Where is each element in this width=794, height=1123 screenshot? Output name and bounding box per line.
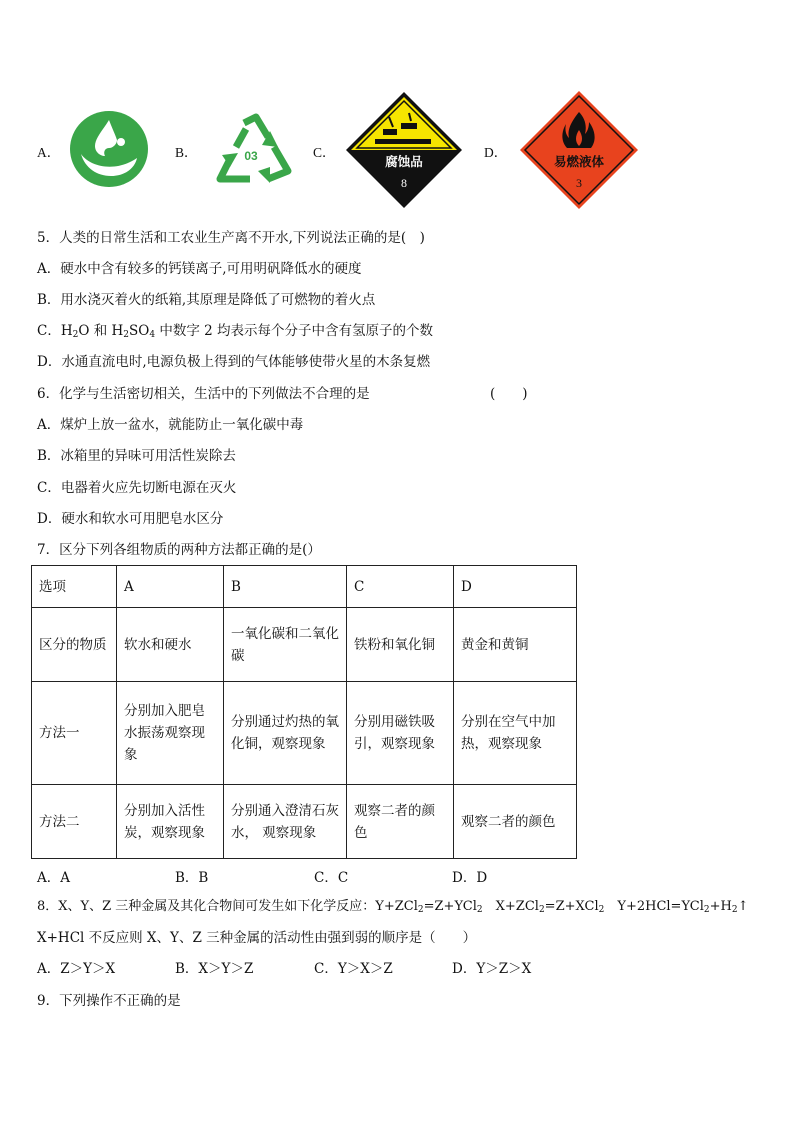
option-label-d: D． <box>484 145 508 160</box>
table-cell: 观察二者的颜色 <box>454 785 577 859</box>
option-label-c: C． <box>313 145 336 160</box>
table-cell: 分别通过灼热的氧化铜，观察现象 <box>224 682 347 785</box>
q7-comparison-table <box>31 565 577 859</box>
q7-answer-c: C．C <box>314 870 349 886</box>
table-cell: 分别加入活性炭，观察现象 <box>117 785 224 859</box>
q6-option-b: B．冰箱里的异味可用活性炭除去 <box>37 448 236 464</box>
q5-option-a: A．硬水中含有较多的钙镁离子,可用明矾降低水的硬度 <box>37 261 362 277</box>
table-cell: 分别加入肥皂水振荡观察现象 <box>117 682 224 785</box>
table-cell: 方法一 <box>32 682 117 785</box>
q5-option-c: C．$H_2O$ 和 $H_2SO_4$ 中数字 2 均表示每个分子中含有氢原子的个数 <box>37 323 434 340</box>
table-cell: 方法二 <box>32 785 117 859</box>
table-cell: 选项 <box>32 566 117 608</box>
table-cell: D <box>454 566 577 608</box>
q8-answer-a: A．Z＞Y＞X <box>37 961 116 977</box>
flammable-class-number: 3 <box>576 176 582 190</box>
q6-answer-paren: ( ) <box>490 386 528 402</box>
q6-option-a: A．煤炉上放一盆水，就能防止一氧化碳中毒 <box>37 417 304 433</box>
q7-stem: 7．区分下列各组物质的两种方法都正确的是(） <box>37 542 321 558</box>
table-cell: B <box>224 566 347 608</box>
q6-option-c: C．电器着火应先切断电源在灭火 <box>37 480 237 496</box>
corrosive-class-number: 8 <box>401 176 407 190</box>
flammable-label: 易燃液体 <box>553 154 605 169</box>
table-cell: 区分的物质 <box>32 608 117 682</box>
q8-answer-b: B．X＞Y＞Z <box>175 961 254 977</box>
corrosive-label: 腐蚀品 <box>385 154 423 169</box>
q7-answer-a: A．A <box>37 870 70 886</box>
q5-option-d: D．水通直流电时,电源负极上得到的气体能够使带火星的木条复燃 <box>37 354 431 370</box>
table-cell: 分别通入澄清石灰水， 观察现象 <box>224 785 347 859</box>
flammable-liquid-sign-icon <box>519 90 639 210</box>
recycling-code: 03 <box>244 149 258 163</box>
table-cell: 分别用磁铁吸引，观察现象 <box>347 682 454 785</box>
q7-answer-d: D．D <box>452 870 488 886</box>
q6-stem: 6．化学与生活密切相关，生活中的下列做法不合理的是 <box>37 386 370 402</box>
recycling-icon <box>208 109 296 187</box>
q5-option-b: B．用水浇灭着火的纸箱,其原理是降低了可燃物的着火点 <box>37 292 376 308</box>
table-row <box>32 785 577 859</box>
q5-stem: 5．人类的日常生活和工农业生产离不开水,下列说法正确的是( ) <box>37 230 425 246</box>
corrosive-sign-icon <box>345 91 463 209</box>
q8-answer-d: D．Y＞Z＞X <box>452 961 532 977</box>
table-cell: 一氧化碳和二氧化碳 <box>224 608 347 682</box>
table-cell: A <box>117 566 224 608</box>
table-cell: 黄金和黄铜 <box>454 608 577 682</box>
table-cell: 观察二者的颜色 <box>347 785 454 859</box>
table-cell: 分别在空气中加热，观察现象 <box>454 682 577 785</box>
q7-answer-b: B．B <box>175 870 209 886</box>
q8-stem: 8．X、Y、Z 三种金属及其化合物间可发生如下化学反应：Y+ZCl$_2$=Z+YCl$_2$ X+ZCl$_2$=Z+XCl$_2$ $Y+2HCl=YCl_2+H_2↑$ <box>37 899 749 915</box>
option-label-b: B． <box>175 145 198 160</box>
q8-stem-line2: X+HCl 不反应则 X、Y、Z 三种金属的活动性由强到弱的顺序是（ ） <box>37 930 477 946</box>
q6-option-d: D．硬水和软水可用肥皂水区分 <box>37 511 224 527</box>
table-cell: 软水和硬水 <box>117 608 224 682</box>
q9-stem: 9．下列操作不正确的是 <box>37 993 181 1009</box>
water-saving-logo-icon <box>69 110 149 188</box>
q8-answer-c: C．Y＞X＞Z <box>314 961 393 977</box>
table-cell: C <box>347 566 454 608</box>
table-row <box>32 608 577 682</box>
option-label-a: A． <box>37 145 61 160</box>
table-header-row <box>32 566 577 608</box>
table-cell: 铁粉和氧化铜 <box>347 608 454 682</box>
table-row <box>32 682 577 785</box>
